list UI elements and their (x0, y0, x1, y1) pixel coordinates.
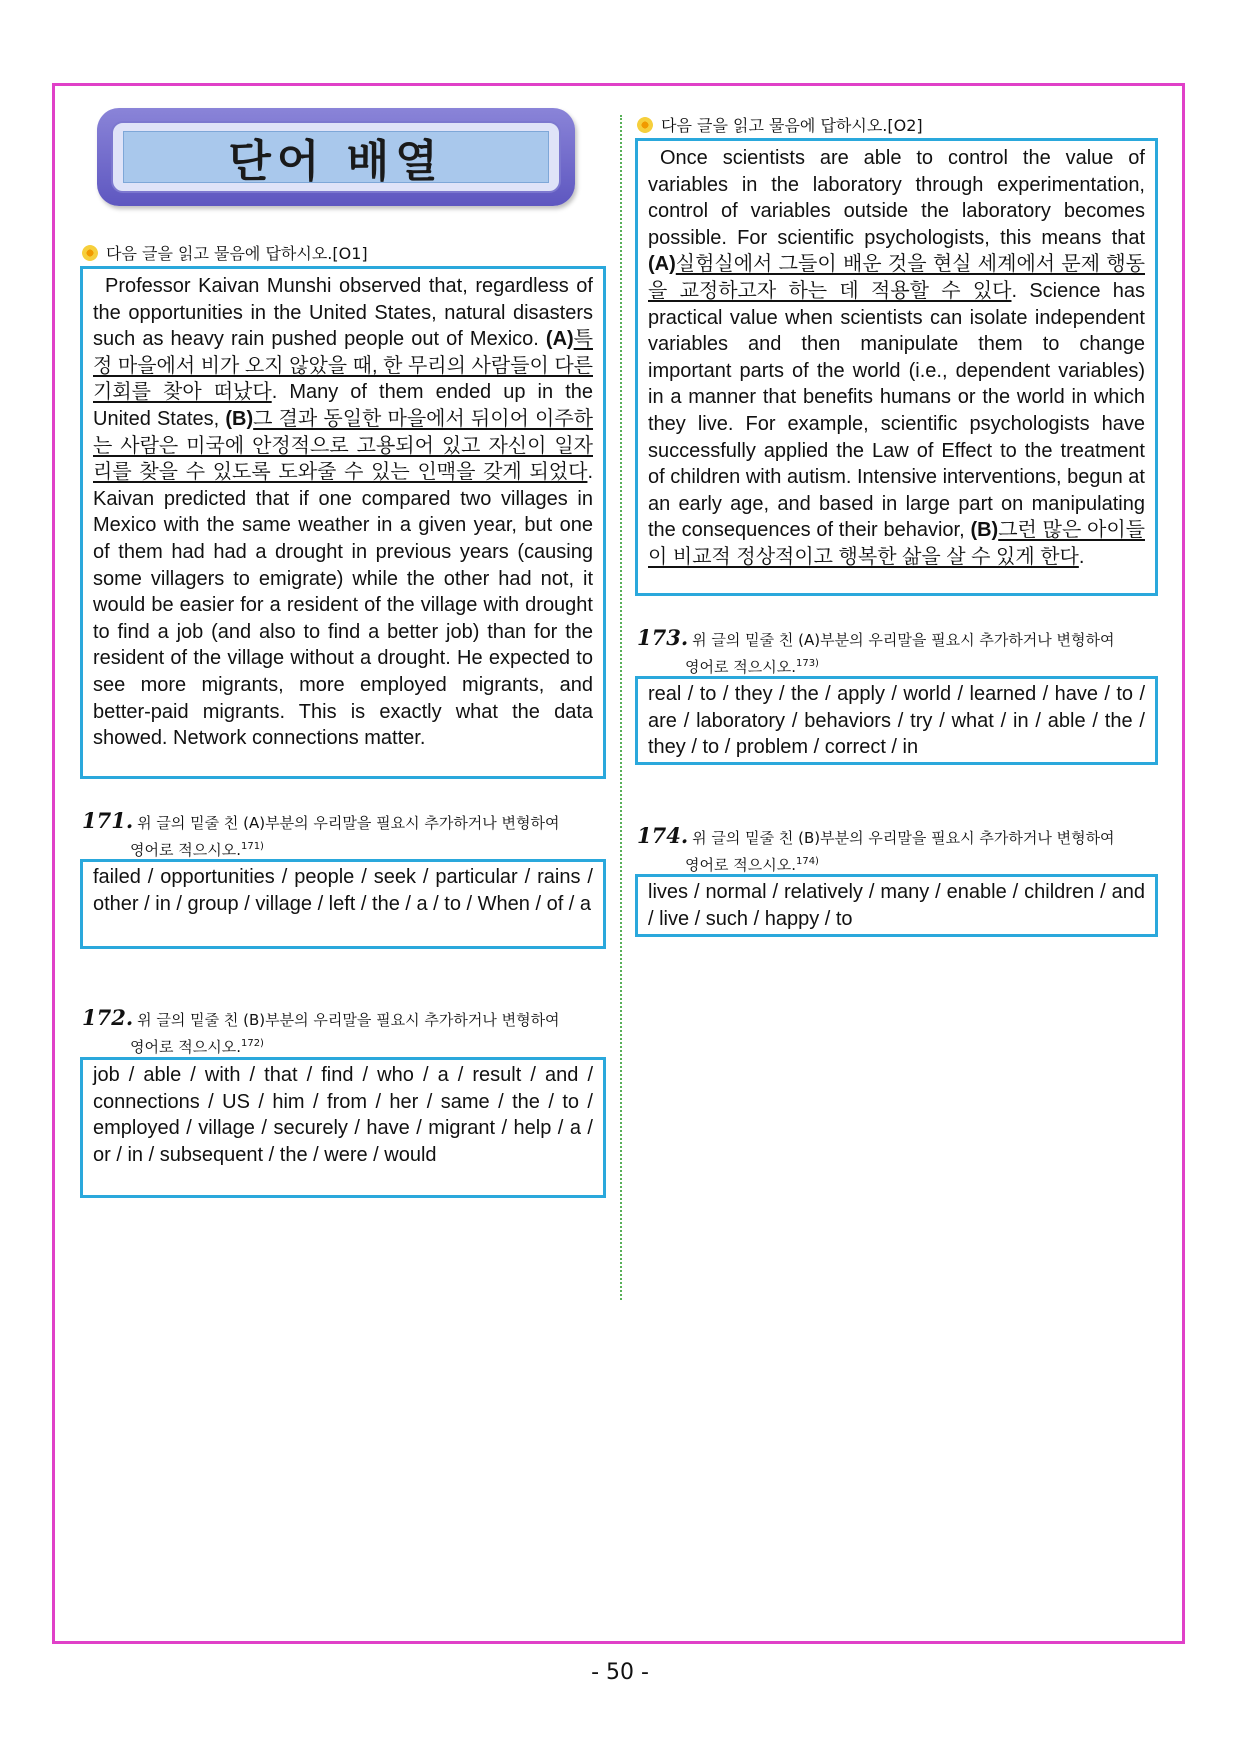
word-bank-173: real / to / they / the / apply / world / learned / have / to / are / laboratory / behaviors / try / what / in / able / the / they / to / problem / correct / in (635, 676, 1158, 765)
underlined-a: 특정 마을에서 비가 오지 않았을 때, 한 무리의 사람들이 다른 기회를 찾아 떠났다 (93, 328, 593, 404)
underlined-b: 그런 많은 아이들이 비교적 정상적이고 행복한 삶을 살 수 있게 한다 (648, 519, 1145, 568)
page-title: 단어 배열 (228, 136, 444, 187)
underlined-a: 실험실에서 그들이 배운 것을 현실 세계에서 문제 행동을 교정하고자 하는 데 적용할 수 있다 (648, 253, 1145, 302)
passage-02: Once scientists are able to control the value of variables in the laboratory through experimentation, control of variables outside the laboratory becomes possible. For scientific psychologists, this means that (A)실험실에서 그들이 배운 것을 현실 세계에서 문제 행동을 교정하고자 하는 데 적용할 수 있다. Science has practical value when scientists can isolate independent variables and then manipulate them to change important parts of the world (i.e., dependent variables) in a manner that benefits humans or the world in which they live. For example, scientific psychologists have successfully applied the Law of Effect to the treatment of children with autism. Intensive interventions, begun at an early age, and based in large part on manipulating the consequences of their behavior, (B)그런 많은 아이들이 비교적 정상적이고 행복한 삶을 살 수 있게 한다. (635, 138, 1158, 596)
question-number: 173. (637, 625, 689, 650)
footnote-marker: 171) (240, 841, 264, 852)
instruction-text: 다음 글을 읽고 물음에 답하시오.[O1] (106, 244, 368, 263)
instruction-01 (82, 241, 368, 264)
flower-icon (82, 245, 98, 261)
flower-icon (637, 117, 653, 133)
question-174: 174. 위 글의 밑줄 친 (B)부분의 우리말을 필요시 추가하거나 변형하여 (637, 823, 1115, 848)
page-number: - 50 - (591, 1660, 649, 1685)
title-banner (97, 108, 575, 206)
passage-01: Professor Kaivan Munshi observed that, regardless of the opportunities in the United States, natural disasters such as heavy rain pushed people out of Mexico. (A)특정 마을에서 비가 오지 않았을 때, 한 무리의 사람들이 다른 기회를 찾아 떠났다. Many of them ended up in the United States, (B)그 결과 동일한 마을에서 뒤이어 이주하는 사람은 미국에 안정적으로 고용되어 있고 자신이 일자리를 찾을 수 있도록 도와줄 수 있는 인맥을 갖게 되었다. Kaivan predicted that if one compared two villages in Mexico with the same weather in a given year, but one of them had had a drought in previous years (causing some villagers to emigrate) while the other had not, it would be easier for a resident of the village with drought to find a job (and also to find a better job) than for the resident of the village without a drought. He expected to see more migrants, more employed migrants, and better-paid migrants. This is exactly what the data showed. Network connections matter. (80, 266, 606, 779)
word-bank-172: job / able / with / that / find / who / a / result / and / connections / US / him / from / her / same / the / to / employed / village / securely / have / migrant / help / a / or / in / subsequent / the / were / would (80, 1057, 606, 1198)
label-b: (B) (970, 519, 999, 542)
instruction-text: 다음 글을 읽고 물음에 답하시오.[O2] (661, 116, 923, 135)
question-173: 173. 위 글의 밑줄 친 (A)부분의 우리말을 필요시 추가하거나 변형하여 (637, 625, 1115, 650)
footnote-marker: 174) (795, 856, 819, 867)
label-a: (A) (648, 253, 676, 276)
question-number: 174. (637, 823, 689, 848)
instruction-02 (637, 113, 923, 136)
footnote-marker: 172) (240, 1038, 264, 1049)
word-bank-171: failed / opportunities / people / seek / particular / rains / other / in / group / village / left / the / a / to / When / of / a (80, 859, 606, 949)
underlined-b: 그 결과 동일한 마을에서 뒤이어 이주하는 사람은 미국에 안정적으로 고용되어 있고 자신이 일자리를 찾을 수 있도록 도와줄 수 있는 인맥을 갖게 되었다 (93, 407, 594, 484)
footnote-marker: 173) (795, 658, 819, 669)
question-171: 171. 위 글의 밑줄 친 (A)부분의 우리말을 필요시 추가하거나 변형하여 (82, 808, 560, 833)
label-b: (B) (225, 407, 254, 430)
question-number: 172. (82, 1005, 134, 1030)
column-divider (620, 115, 622, 1300)
question-172: 172. 위 글의 밑줄 친 (B)부분의 우리말을 필요시 추가하거나 변형하여 (82, 1005, 560, 1030)
label-a: (A) (545, 328, 574, 351)
word-bank-174: lives / normal / relatively / many / enable / children / and / live / such / happy / to (635, 874, 1158, 937)
question-number: 171. (82, 808, 134, 833)
